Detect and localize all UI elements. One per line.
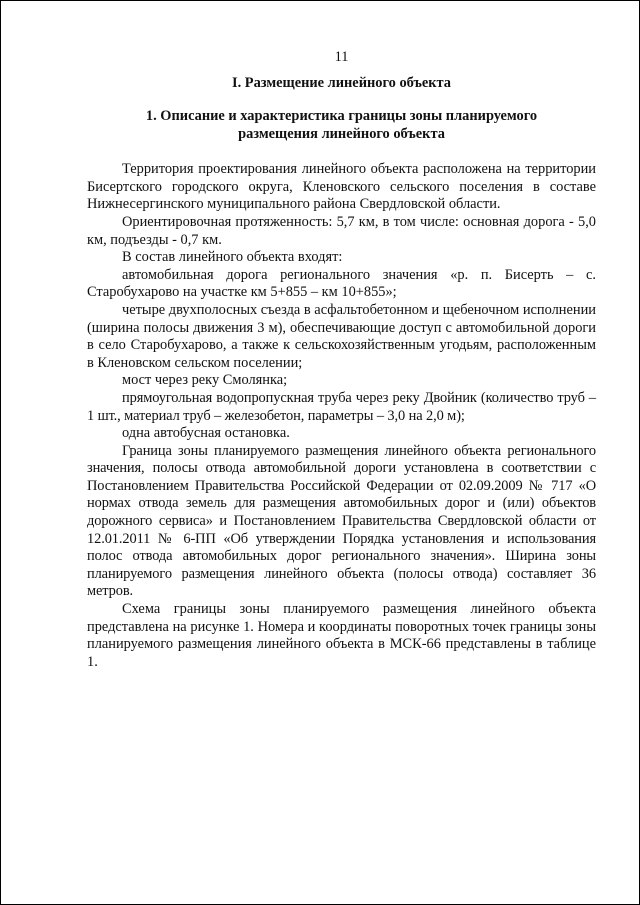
paragraph-scheme-reference: Схема границы зоны планируемого размещения линейного объекта представлена на рисунке 1. Номера и координаты поворотных точек границы зоны планируемого размещения линейного объекта в МСК-66 представлены в таблице 1. [87, 601, 596, 670]
paragraph-length: Ориентировочная протяженность: 5,7 км, в том числе: основная дорога - 5,0 км, подъезды - 0,7 км. [87, 213, 596, 248]
paragraph-territory: Территория проектирования линейного объекта расположена на территории Бисертского городского округа, Кленовского сельского поселения в составе Нижнесергинского муниципального района Свердловской области. [87, 161, 596, 213]
document-body [87, 49, 596, 671]
list-item-bus-stop: одна автобусная остановка. [122, 425, 290, 442]
list-item-regional-road: автомобильная дорога регионального значения «р. п. Бисерть – с. Старобухарово на участке км 5+855 – км 10+855»; [87, 266, 596, 301]
section-title: I. Размещение линейного объекта [232, 74, 451, 91]
paragraph-composition-intro: В состав линейного объекта входят: [122, 249, 343, 266]
paragraph-boundary-regulation: Граница зоны планируемого размещения линейного объекта регионального значения, полосы отвода автомобильной дороги установлена в соответствии с Постановлением Правительства Российской Федерации от 02.09.2009 № 717 «О нормах отвода земель для размещения автомобильных дорог и (или) объектов дорожного сервиса» и Постановлением Правительства Свердловской области от 12.01.2011 № 6-ПП «Об утверждении Порядка установления и использования полос отвода автомобильных дорог регионального значения». Ширина зоны планируемого размещения линейного объекта (полосы отвода) составляет 36 метров. [87, 442, 596, 600]
list-item-exits: четыре двухполосных съезда в асфальтобетонном и щебеночном исполнении (ширина полосы движения 3 м), обеспечивающие доступ с автомобильной дороги в село Старобухарово, а также к сельскохозяйственным угодьям, расположенным в Кленовском сельском поселении; [87, 301, 596, 371]
list-item-bridge: мост через реку Смолянка; [122, 372, 288, 389]
page-number: 11 [334, 49, 349, 65]
list-item-culvert: прямоугольная водопропускная труба через реку Двойник (количество труб – 1 шт., материал труб – железобетон, параметры – 3,0 на 2,0 м); [87, 389, 596, 424]
subsection-title: 1. Описание и характеристика границы зоны планируемого размещения линейного объекта [145, 108, 538, 143]
